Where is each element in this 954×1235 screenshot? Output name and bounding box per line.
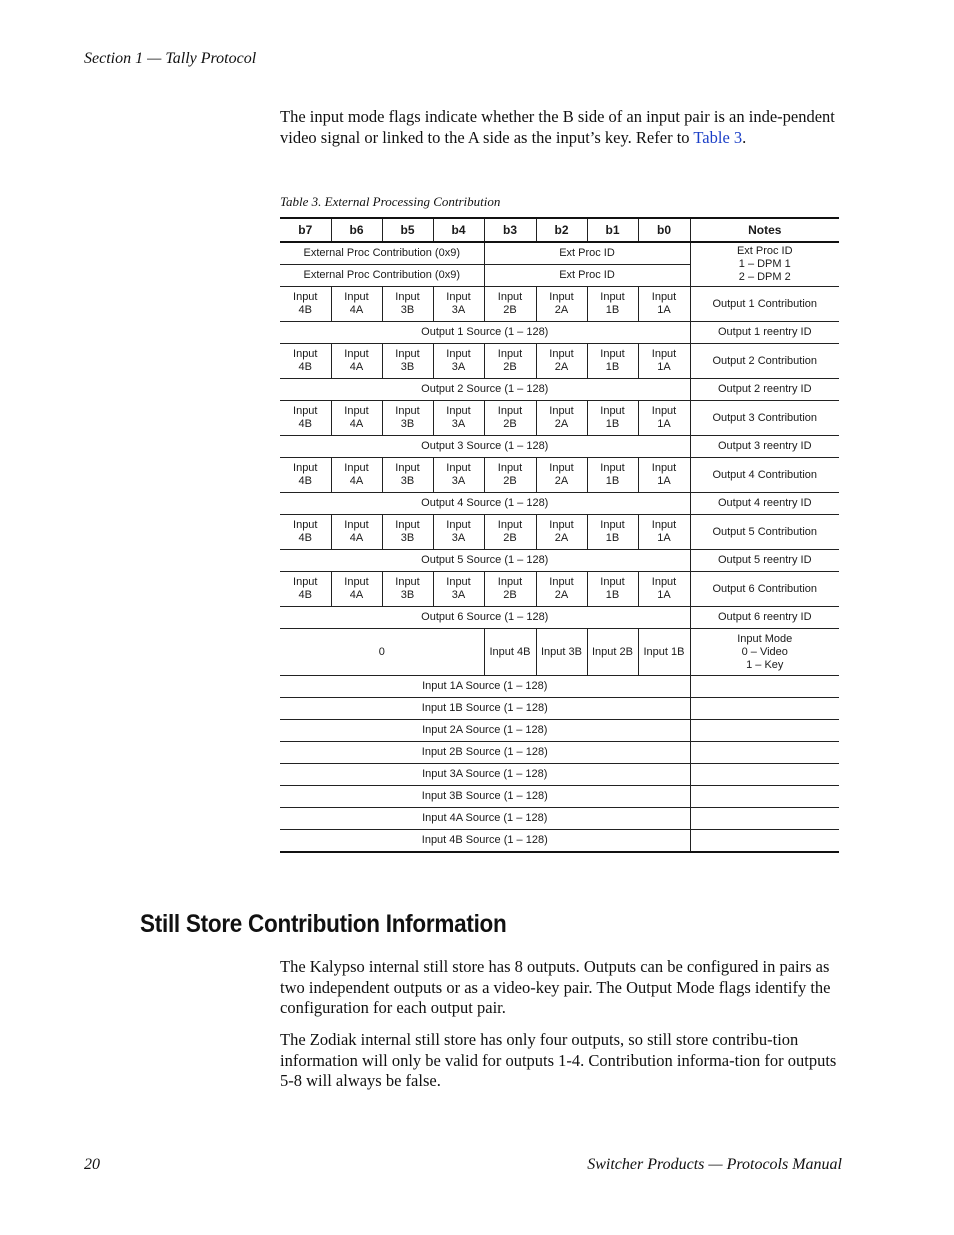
bit-flag-cell: Input 2A bbox=[536, 515, 587, 550]
bit-flag-cell: Input 3A bbox=[433, 515, 484, 550]
intro-text: The input mode flags indicate whether the B side of an input pair is an inde-pendent video signal or linked to the A side as the input’s key. Refer to bbox=[280, 107, 835, 147]
input-source-cell: Input 1B Source (1 – 128) bbox=[280, 698, 690, 720]
running-header: Section 1 — Tally Protocol bbox=[84, 50, 257, 67]
table-row bbox=[280, 242, 839, 265]
output-source-cell: Output 2 Source (1 – 128) bbox=[280, 379, 690, 401]
ext-proc-id-cell: Ext Proc ID bbox=[484, 242, 690, 265]
output-source-cell: Output 3 Source (1 – 128) bbox=[280, 436, 690, 458]
bit-flag-cell: Input 2B bbox=[484, 287, 536, 322]
intro-end: . bbox=[742, 127, 747, 147]
bit-flag-cell: Input 2B bbox=[484, 572, 536, 607]
bit-flag-cell: Input 1B bbox=[587, 344, 638, 379]
ext-proc-contribution-cell: External Proc Contribution (0x9) bbox=[280, 265, 484, 287]
table-row bbox=[280, 808, 839, 830]
zero-bits-cell: 0 bbox=[280, 629, 484, 676]
bit-flag-cell: Input 3A bbox=[433, 572, 484, 607]
bit-flag-cell: Input 3B bbox=[382, 344, 433, 379]
bit-flag-cell: Input 3A bbox=[433, 458, 484, 493]
bit-flag-cell: Input 1A bbox=[638, 287, 690, 322]
empty-note-cell bbox=[690, 698, 839, 720]
table-row bbox=[280, 344, 839, 379]
bit-flag-cell: Input 3B bbox=[382, 458, 433, 493]
input-source-cell: Input 3B Source (1 – 128) bbox=[280, 786, 690, 808]
table-row bbox=[280, 830, 839, 853]
table-row bbox=[280, 287, 839, 322]
bit-flag-cell: Input 4A bbox=[331, 287, 382, 322]
section-paragraph-2: The Zodiak internal still store has only four outputs, so still store contribu-tion information will only be valid for outputs 1-4. Contribution informa-tion for outputs 5-8 will always be false. bbox=[280, 1030, 837, 1090]
table-row bbox=[280, 550, 839, 572]
table-row bbox=[280, 629, 839, 676]
output-contribution-note: Output 3 Contribution bbox=[690, 401, 839, 436]
header-b3: b3 bbox=[484, 218, 536, 242]
output-contribution-note: Output 6 Contribution bbox=[690, 572, 839, 607]
header-b4: b4 bbox=[433, 218, 484, 242]
bit-flag-cell: Input 3B bbox=[382, 515, 433, 550]
bit-flag-cell: Input 1B bbox=[587, 287, 638, 322]
ext-proc-note-cell: Ext Proc ID 1 – DPM 1 2 – DPM 2 bbox=[690, 242, 839, 287]
table-row bbox=[280, 764, 839, 786]
input-mode-flag-cell: Input 3B bbox=[536, 629, 587, 676]
empty-note-cell bbox=[690, 764, 839, 786]
input-mode-flag-cell: Input 4B bbox=[484, 629, 536, 676]
empty-note-cell bbox=[690, 676, 839, 698]
bit-flag-cell: Input 4B bbox=[280, 572, 331, 607]
ext-proc-contribution-cell: External Proc Contribution (0x9) bbox=[280, 242, 484, 265]
table-row bbox=[280, 742, 839, 764]
running-footer: Switcher Products — Protocols Manual bbox=[587, 1156, 842, 1173]
external-processing-table bbox=[280, 217, 839, 853]
page-number: 20 bbox=[84, 1156, 100, 1173]
bit-flag-cell: Input 1B bbox=[587, 401, 638, 436]
output-source-cell: Output 4 Source (1 – 128) bbox=[280, 493, 690, 515]
bit-flag-cell: Input 4A bbox=[331, 344, 382, 379]
output-contribution-note: Output 1 Contribution bbox=[690, 287, 839, 322]
output-contribution-note: Output 2 Contribution bbox=[690, 344, 839, 379]
bit-flag-cell: Input 2A bbox=[536, 572, 587, 607]
table-3-link[interactable]: Table 3 bbox=[693, 127, 743, 147]
table-caption: Table 3. External Processing Contribution bbox=[280, 194, 501, 209]
table-row bbox=[280, 436, 839, 458]
bit-flag-cell: Input 1A bbox=[638, 458, 690, 493]
bit-flag-cell: Input 1A bbox=[638, 515, 690, 550]
output-source-cell: Output 6 Source (1 – 128) bbox=[280, 607, 690, 629]
output-reentry-note: Output 4 reentry ID bbox=[690, 493, 839, 515]
table-row bbox=[280, 572, 839, 607]
output-contribution-note: Output 5 Contribution bbox=[690, 515, 839, 550]
bit-flag-cell: Input 4A bbox=[331, 458, 382, 493]
empty-note-cell bbox=[690, 786, 839, 808]
bit-flag-cell: Input 1B bbox=[587, 572, 638, 607]
bit-flag-cell: Input 4B bbox=[280, 515, 331, 550]
table-row bbox=[280, 720, 839, 742]
bit-flag-cell: Input 2A bbox=[536, 344, 587, 379]
input-source-cell: Input 1A Source (1 – 128) bbox=[280, 676, 690, 698]
bit-flag-cell: Input 4B bbox=[280, 458, 331, 493]
input-source-cell: Input 2A Source (1 – 128) bbox=[280, 720, 690, 742]
input-mode-note: Input Mode 0 – Video 1 – Key bbox=[690, 629, 839, 676]
input-source-cell: Input 2B Source (1 – 128) bbox=[280, 742, 690, 764]
output-reentry-note: Output 6 reentry ID bbox=[690, 607, 839, 629]
bit-flag-cell: Input 1A bbox=[638, 344, 690, 379]
bit-flag-cell: Input 2B bbox=[484, 401, 536, 436]
bit-flag-cell: Input 2A bbox=[536, 458, 587, 493]
output-source-cell: Output 1 Source (1 – 128) bbox=[280, 322, 690, 344]
table-header bbox=[280, 218, 839, 242]
empty-note-cell bbox=[690, 720, 839, 742]
input-mode-flag-cell: Input 2B bbox=[587, 629, 638, 676]
input-source-cell: Input 4B Source (1 – 128) bbox=[280, 830, 690, 853]
output-reentry-note: Output 3 reentry ID bbox=[690, 436, 839, 458]
table-row bbox=[280, 379, 839, 401]
bit-flag-cell: Input 2B bbox=[484, 515, 536, 550]
bit-flag-cell: Input 1B bbox=[587, 458, 638, 493]
header-b6: b6 bbox=[331, 218, 382, 242]
header-b7: b7 bbox=[280, 218, 331, 242]
bit-flag-cell: Input 3A bbox=[433, 344, 484, 379]
bit-flag-cell: Input 3A bbox=[433, 287, 484, 322]
table-row bbox=[280, 322, 839, 344]
output-contribution-note: Output 4 Contribution bbox=[690, 458, 839, 493]
output-source-cell: Output 5 Source (1 – 128) bbox=[280, 550, 690, 572]
bit-flag-cell: Input 3B bbox=[382, 572, 433, 607]
bit-flag-cell: Input 3B bbox=[382, 401, 433, 436]
empty-note-cell bbox=[690, 808, 839, 830]
header-b5: b5 bbox=[382, 218, 433, 242]
header-b2: b2 bbox=[536, 218, 587, 242]
section-heading: Still Store Contribution Information bbox=[140, 910, 507, 938]
output-reentry-note: Output 1 reentry ID bbox=[690, 322, 839, 344]
bit-flag-cell: Input 1A bbox=[638, 572, 690, 607]
table-row bbox=[280, 515, 839, 550]
bit-flag-cell: Input 2B bbox=[484, 344, 536, 379]
table-row bbox=[280, 676, 839, 698]
bit-flag-cell: Input 1B bbox=[587, 515, 638, 550]
ext-proc-id-cell: Ext Proc ID bbox=[484, 265, 690, 287]
bit-flag-cell: Input 2A bbox=[536, 401, 587, 436]
input-source-cell: Input 3A Source (1 – 128) bbox=[280, 764, 690, 786]
bit-flag-cell: Input 2A bbox=[536, 287, 587, 322]
bit-flag-cell: Input 4A bbox=[331, 572, 382, 607]
intro-paragraph bbox=[280, 107, 845, 148]
section-paragraph-1: The Kalypso internal still store has 8 outputs. Outputs can be configured in pairs as two independent outputs or as a video-key pair. The Output Mode flags identify the configuration for each output pair. bbox=[280, 957, 831, 1017]
bit-flag-cell: Input 2B bbox=[484, 458, 536, 493]
bit-flag-cell: Input 4A bbox=[331, 401, 382, 436]
header-b1: b1 bbox=[587, 218, 638, 242]
table-row bbox=[280, 698, 839, 720]
bit-flag-cell: Input 1A bbox=[638, 401, 690, 436]
output-reentry-note: Output 2 reentry ID bbox=[690, 379, 839, 401]
empty-note-cell bbox=[690, 742, 839, 764]
input-source-cell: Input 4A Source (1 – 128) bbox=[280, 808, 690, 830]
empty-note-cell bbox=[690, 830, 839, 853]
header-b0: b0 bbox=[638, 218, 690, 242]
input-mode-flag-cell: Input 1B bbox=[638, 629, 690, 676]
bit-flag-cell: Input 4B bbox=[280, 344, 331, 379]
output-reentry-note: Output 5 reentry ID bbox=[690, 550, 839, 572]
table-row bbox=[280, 401, 839, 436]
table-body bbox=[280, 242, 839, 852]
table-row bbox=[280, 786, 839, 808]
bit-flag-cell: Input 4B bbox=[280, 401, 331, 436]
bit-flag-cell: Input 3A bbox=[433, 401, 484, 436]
bit-flag-cell: Input 4B bbox=[280, 287, 331, 322]
table-row bbox=[280, 458, 839, 493]
table-row bbox=[280, 493, 839, 515]
bit-flag-cell: Input 3B bbox=[382, 287, 433, 322]
header-notes: Notes bbox=[690, 218, 839, 242]
table-row bbox=[280, 607, 839, 629]
bit-flag-cell: Input 4A bbox=[331, 515, 382, 550]
